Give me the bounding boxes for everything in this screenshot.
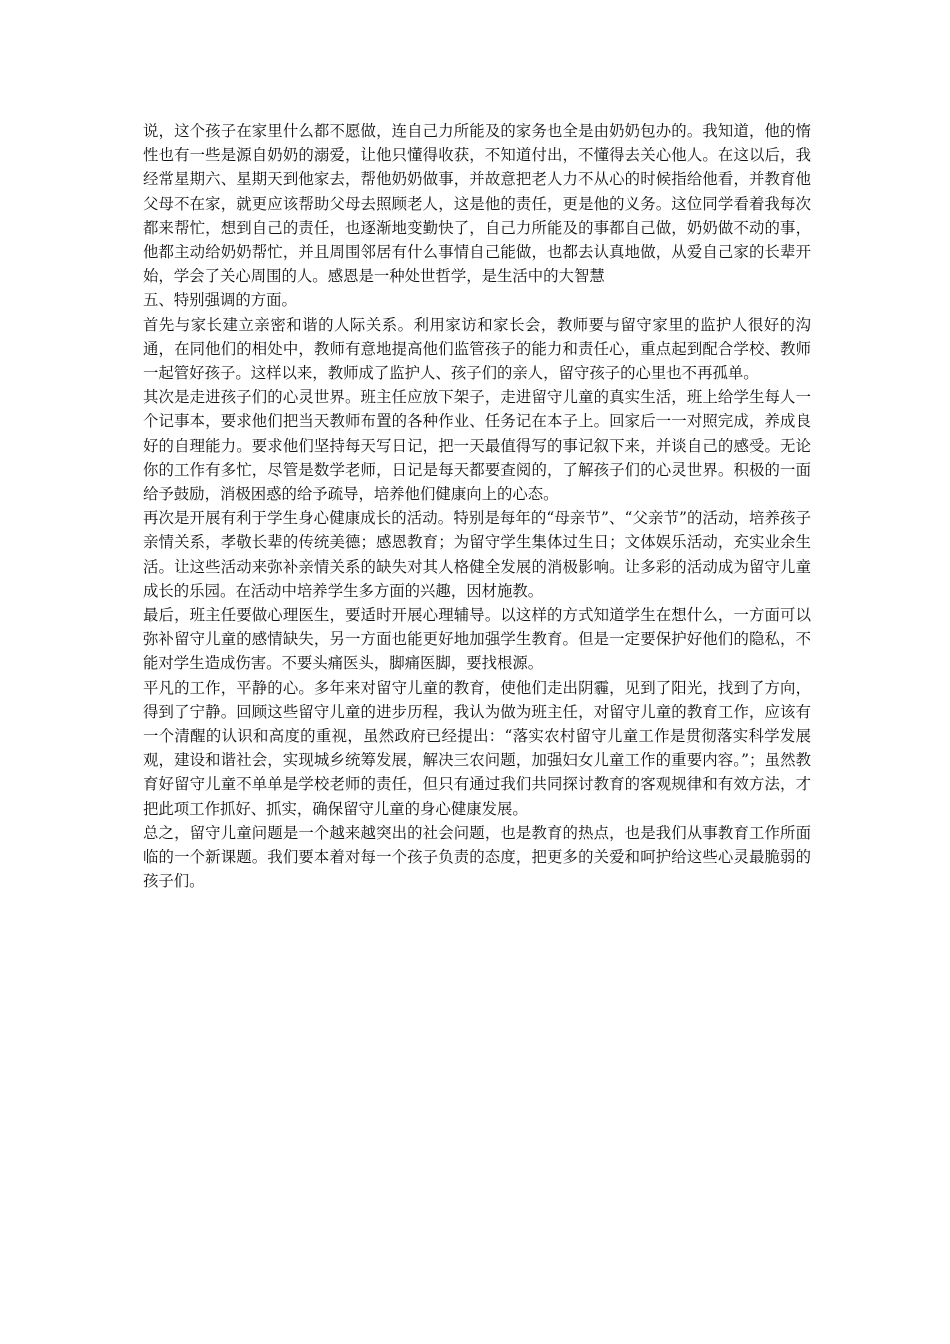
document-body <box>143 119 811 894</box>
paragraph-third: 再次是开展有利于学生身心健康成长的活动。特别是每年的“母亲节”、“父亲节”的活动，培养孩子亲情关系，孝敬长辈的传统美德；感恩教育；为留守学生集体过生日；文体娱乐活动，充实业余生活。让这些活动来弥补亲情关系的缺失对其人格健全发展的消极影响。让多彩的活动成为留守儿童成长的乐园。在活动中培养学生多方面的兴趣，因材施教。 <box>143 509 811 600</box>
paragraph-last-measure: 最后，班主任要做心理医生，要适时开展心理辅导。以这样的方式知道学生在想什么，一方面可以弥补留守儿童的感情缺失，另一方面也能更好地加强学生教育。但是一定要保护好他们的隐私，不能对学生造成伤害。不要头痛医头，脚痛医脚，要找根源。 <box>143 606 811 673</box>
paragraph-continuation: 说，这个孩子在家里什么都不愿做，连自己力所能及的家务也全是由奶奶包办的。我知道，他的惰性也有一些是源自奶奶的溺爱，让他只懂得收获，不知道付出，不懂得去关心他人。在这以后，我经常星期六、星期天到他家去，帮他奶奶做事，并故意把老人力不从心的时候指给他看，并教育他父母不在家，就更应该帮助父母去照顾老人，这是他的责任，更是他的义务。这位同学看着我每次都来帮忙，想到自己的责任，也逐渐地变勤快了，自己力所能及的事都自己做，奶奶做不动的事，他都主动给奶奶帮忙，并且周围邻居有什么事情自己能做，也都去认真地做，从爱自己家的长辈开始，学会了关心周围的人。感恩是一种处世哲学，是生活中的大智慧 <box>143 122 811 286</box>
paragraph-first: 首先与家长建立亲密和谐的人际关系。利用家访和家长会，教师要与留守家里的监护人很好的沟通，在同他们的相处中，教师有意地提高他们监管孩子的能力和责任心，重点起到配合学校、教师一起管好孩子。这样以来，教师成了监护人、孩子们的亲人，留守孩子的心里也不再孤单。 <box>143 315 811 383</box>
paragraph-conclusion: 总之，留守儿童问题是一个越来越突出的社会问题，也是教育的热点，也是我们从事教育工作所面临的一个新课题。我们要本着对每一个孩子负责的态度，把更多的关爱和呵护给这些心灵最脆弱的孩子们。 <box>143 823 811 891</box>
paragraph-second: 其次是走进孩子们的心灵世界。班主任应放下架子，走进留守儿童的真实生活，班上给学生每人一个记事本，要求他们把当天教师布置的各种作业、任务记在本子上。回家后一一对照完成，养成良好的自理能力。要求他们坚持每天写日记，把一天最值得写的事记叙下来，并谈自己的感受。无论你的工作有多忙，尽管是数学老师，日记是每天都要查阅的，了解孩子们的心灵世界。积极的一面给予鼓励，消极困惑的给予疏导，培养他们健康向上的心态。 <box>143 388 811 504</box>
paragraph-reflection: 平凡的工作，平静的心。多年来对留守儿童的教育，使他们走出阴霾，见到了阳光，找到了方向，得到了宁静。回顾这些留守儿童的进步历程，我认为做为班主任，对留守儿童的教育工作，应该有一个清醒的认识和高度的重视，虽然政府已经提出：“落实农村留守儿童工作是贯彻落实科学发展观，建设和谐社会，实现城乡统筹发展，解决三农问题，加强妇女儿童工作的重要内容。”；虽然教育好留守儿童不单单是学校老师的责任，但只有通过我们共同探讨教育的客观规律和有效方法，才把此项工作抓好、抓实，确保留守儿童的身心健康发展。 <box>143 678 811 818</box>
section-heading: 五、特别强调的方面。 <box>143 291 297 310</box>
